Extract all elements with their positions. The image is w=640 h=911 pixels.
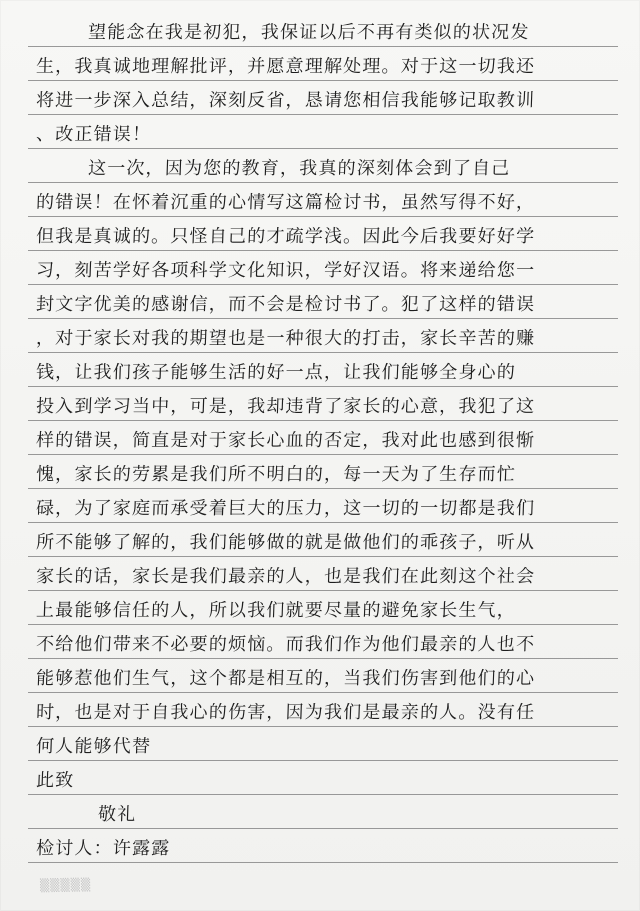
letter-line: 、改正错误！ [35, 124, 152, 145]
letter-line: 敬礼 [97, 804, 137, 825]
letter-line: 但我是真诚的。只怪自己的才疏学浅。因此今后我要好好学 [35, 226, 536, 247]
letter-line: 时，也是对于自我心的伤害，因为我们是最亲的人。没有任 [35, 702, 536, 723]
letter-line: 家长的话，家长是我们最亲的人，也是我们在此刻这个社会 [35, 566, 536, 587]
letter-line: 封文字优美的感谢信，而不会是检讨书了。犯了这样的错误 [35, 294, 536, 315]
letter-line: 所不能够了解的，我们能够做的就是做他们的乖孩子，听从 [35, 532, 536, 553]
letter-line: 望能念在我是初犯，我保证以后不再有类似的状况发 [87, 22, 530, 43]
letter-line: 不给他们带来不必要的烦恼。而我们作为他们最亲的人也不 [35, 634, 536, 655]
letter-line: 样的错误，简直是对于家长心血的否定，我对此也感到很惭 [35, 430, 536, 451]
letter-line: 将进一步深入总结，深刻反省，恳请您相信我能够记取教训 [35, 90, 536, 111]
letter-line: 碌，为了家庭而承受着巨大的压力，这一切的一切都是我们 [35, 498, 536, 519]
letter-line: 上最能够信任的人，所以我们就要尽量的避免家长生气， [35, 600, 517, 621]
letter-line: 习，刻苦学好各项科学文化知识，学好汉语。将来递给您一 [35, 260, 536, 281]
letter-line: 生，我真诚地理解批评，并愿意理解处理。对于这一切我还 [35, 56, 536, 77]
letter-line: ，对于家长对我的期望也是一种很大的打击，家长辛苦的赚 [35, 328, 536, 349]
faint-mark: ▒▒▒▒▒ [39, 877, 92, 893]
letter-line: 此致 [35, 770, 75, 791]
letter-line: 何人能够代替 [35, 736, 152, 757]
letter-line: 投入到学习当中，可是，我却违背了家长的心意，我犯了这 [35, 396, 536, 417]
letter-line: 的错误！在怀着沉重的心情写这篇检讨书，虽然写得不好， [35, 192, 536, 213]
letter-content [36, 0, 604, 911]
letter-line: 钱，让我们孩子能够生活的好一点，让我们能够全身心的 [35, 362, 517, 383]
letter-line: 这一次，因为您的教育，我真的深刻体会到了自己 [87, 158, 511, 179]
letter-line: 检讨人：许露露 [35, 838, 171, 859]
letter-line: 愧，家长的劳累是我们所不明白的，每一天为了生存而忙 [35, 464, 517, 485]
letter-line: 能够惹他们生气，这个都是相互的，当我们伤害到他们的心 [35, 668, 536, 689]
